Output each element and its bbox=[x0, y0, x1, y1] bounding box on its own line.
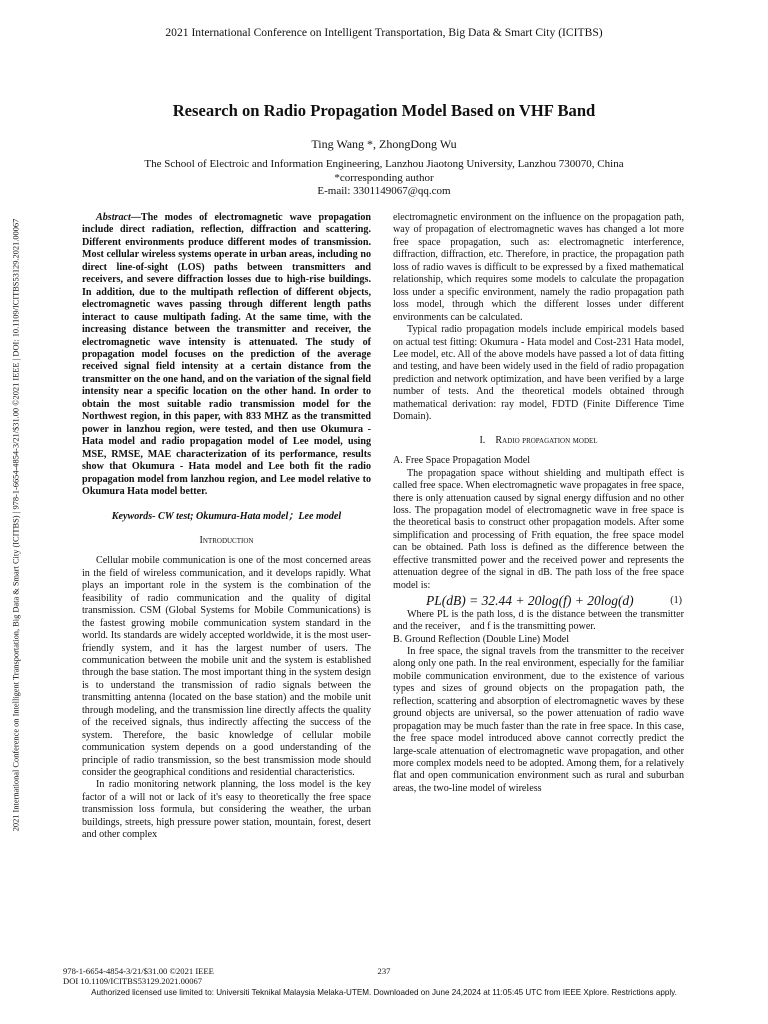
right-paragraph-2: Typical radio propagation models include empirical models based on actual test fitting: Okumura - Hata model and Cost-231 Hata model, Lee model, etc. All of the above models have passed a lot of data fitting and testing, and have been widely used in the field of radio propagation prediction and network optimization, and have been verified by a large number of tests. And the theoretical models obtained through mathematical derivation: ray model, FDTD (Finite Difference Time Domain). bbox=[393, 324, 684, 423]
section-heading-radio-propagation bbox=[393, 435, 684, 447]
section-heading-introduction: Introduction bbox=[199, 534, 254, 546]
affiliation bbox=[0, 158, 768, 199]
page-number: 237 bbox=[377, 966, 391, 976]
abstract bbox=[82, 212, 371, 498]
equation-explanation: Where PL is the path loss, d is the distance between the transmitter and the receiver， and f is the transmitting power. bbox=[393, 608, 684, 633]
author-email: E-mail: 3301149067@qq.com bbox=[317, 185, 451, 198]
subheading-ground-reflection: B. Ground Reflection (Double Line) Model bbox=[393, 633, 570, 645]
abstract-text: —The modes of electromagnetic wave propagation include direct radiation, reflection, diffraction and scattering. Different environments produce different modes of transmission. Most cellular wireless systems operate in urban areas, including no direct line-of-sight (LOS) paths between transmitters and receivers, and severe diffraction losses due to high-rise buildings. In addition, due to the multipath reflection of different objects, electromagnetic waves passing through different length paths interact to cause multipath fading. At the same time, with the increasing distance between the transmitter and receiver, the electromagnetic wave intensity is attenuated. The study of propagation model focuses on the prediction of the average received signal field intensity at a certain distance from the transmitter on the one hand, and on the variation of the signal field intensity near a specific location on the other hand. In order to obtain the most suitable radio transmission model for the Northwest region, in this paper, with 833 MHZ as the transmitted power in lanzhou region, were tested, and then use Okumura - Hata model and radio propagation model of Lee model, using MSE, RMSE, MAE characterization of its performance, results show that Okumura - Hata model and Lee both fit the radio propagation model from lanzhou region, and Lee model relative to Okumura Hata model better. bbox=[82, 212, 371, 497]
side-margin-text: 2021 International Conference on Intelligent Transportation, Big Data & Smart City (ICITBS) | 978-1-6654-4854-3/21/$31.00 ©2021 IEEE | DOI: 10.1109/ICITBS53129.2021.00067 bbox=[11, 218, 21, 832]
equation-text: PL(dB) = 32.44 + 20log(f) + 20log(d) bbox=[426, 593, 634, 609]
paper-title: Research on Radio Propagation Model Based on VHF Band bbox=[172, 101, 596, 120]
intro-paragraph-2: In radio monitoring network planning, the loss model is the key factor of a will not or lack of it's easy to theoretically the free space transmission loss formula, but considering the weather, the urban buildings, streets, high pressure power station, mountain, forest, desert and other complex bbox=[82, 779, 371, 841]
license-notice: Authorized licensed use limited to: Universiti Teknikal Malaysia Melaka-UTEM. Downloaded on June 24,2024 at 11:05:45 UTC from IEEE Xplore. Restrictions apply. bbox=[91, 988, 677, 997]
subheading-free-space: A. Free Space Propagation Model bbox=[393, 455, 531, 467]
equation-1 bbox=[393, 595, 684, 607]
authors: Ting Wang *, ZhongDong Wu bbox=[311, 137, 457, 151]
right-column bbox=[393, 212, 684, 795]
equation-number: (1) bbox=[670, 595, 682, 607]
section-number: I. bbox=[479, 434, 486, 446]
right-paragraph-1: electromagnetic environment on the influence on the propagation path, way of propagation of electromagnetic waves has changed a lot more free space propagation, such as: electromagnetic interference, diffraction, diffraction, etc. Therefore, in practice, the propagation path loss of radio waves is difficult to be expressed by a fixed mathematical relationship, which requires some models to calculate the propagation loss under a specific environment, namely the radio propagation path loss model, through which the different losses under different environments can be calculated. bbox=[393, 212, 684, 323]
abstract-label: Abstract bbox=[96, 212, 131, 223]
section-title: Radio propagation model bbox=[495, 434, 598, 446]
free-space-paragraph: The propagation space without shielding and multipath effect is called free space. When electromagnetic wave propagates in free space, there is only attenuation caused by signal energy diffusion and no other loss. The propagation model of electromagnetic wave in free space is the theoretical basis to construct other propagation models. After some simplification and processing of Frith equation, the free space model can be obtained. Path loss is defined as the difference between the effective transmitted power and the received power and represents the attenuation degree of the signal in dB. The path loss of the free space model is: bbox=[393, 467, 684, 591]
intro-paragraph-1: Cellular mobile communication is one of the most concerned areas in the field of wireless communication, and it develops rapidly. What plays an important role in the system is the combination of the feasibility of radio communication and the quality of digital transmission. CSM (Global Systems for Mobile Communications) is the fastest growing mobile communication system standard in the world. Its standards are widely accepted worldwide, it is the most user-friendly system, and it has the largest number of users. The communication between the mobile unit and the system is established through the base station. The most important thing in the system design is to understand the transmission of radio signals between the transmitting antenna (located on the base station) and the mobile unit through modeling, and the transmission line directly affects the quality of the received signals, thus indirectly affecting the success of the system. Therefore, the basic knowledge of cellular mobile communication system depends on a good understanding of the principle of radio transmission, so the best transmission mode should consider the geographical conditions and residential characteristics. bbox=[82, 555, 371, 779]
ground-reflection-paragraph: In free space, the signal travels from the transmitter to the receiver along only one path. In the real environment, especially for the familiar mobile communication environment, due to the existence of various types and sizes of ground objects on the propagation path, the reflection, scattering and absorption of electromagnetic waves by these ground objects are universal, so the power attenuation of radio wave propagation may be much faster than the rate in free space. In this case, the free space model introduced above cannot correctly predict the large-scale attenuation of electromagnetic wave propagation, and other more complex models need to be adopted. Among them, for a relatively flat and open communication environment such as rural and suburban areas, the two-line model of wireless bbox=[393, 645, 684, 794]
conference-header: 2021 International Conference on Intelligent Transportation, Big Data & Smart City (ICITBS) bbox=[165, 26, 603, 39]
footer-isbn: 978-1-6654-4854-3/21/$31.00 ©2021 IEEE bbox=[63, 966, 214, 976]
left-column bbox=[82, 212, 371, 842]
affiliation-school: The School of Electroic and Information Engineering, Lanzhou Jiaotong University, Lanzhou 730070, China bbox=[144, 158, 624, 170]
keywords: Keywords- CW test; Okumura-Hata model；Lee model bbox=[111, 511, 342, 523]
corresponding-note: *corresponding author bbox=[334, 171, 434, 184]
side-margin-strip bbox=[7, 130, 25, 920]
footer-doi: DOI 10.1109/ICITBS53129.2021.00067 bbox=[63, 976, 203, 986]
